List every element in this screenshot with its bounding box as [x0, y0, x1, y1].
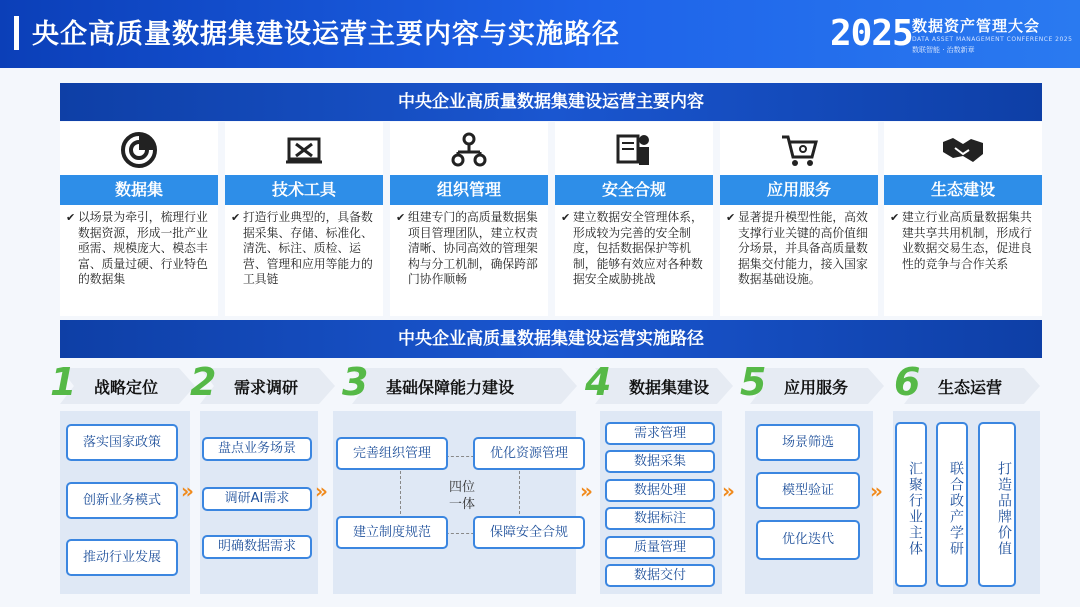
column-text: 建立数据安全管理体系，形成较为完善的安全制度，包括数据保护等机制，能够有效应对各种数据安全威胁挑战	[573, 210, 703, 287]
step-label: 需求调研	[234, 378, 299, 397]
ecosystem-item: 联合政产学研	[936, 422, 968, 587]
column-organization: 组织管理 ✔ 组建专门的高质量数据集项目管理团队，建立权责清晰、协同高效的管理架构与分工机制，确保跨部门协作顺畅	[390, 122, 548, 316]
arrow-icon: »	[722, 479, 735, 503]
arrow-icon: »	[580, 479, 593, 503]
column-text: 组建专门的高质量数据集项目管理团队，建立权责清晰、协同高效的管理架构与分工机制，确保跨部门协作顺畅	[408, 210, 538, 287]
step-label: 基础保障能力建设	[386, 378, 515, 397]
step-research	[190, 360, 335, 404]
ecosystem-item: 打造品牌价值	[978, 422, 1016, 587]
step-application	[740, 360, 884, 404]
logo-year: 2025	[830, 13, 913, 54]
step-label: 数据集建设	[629, 378, 710, 397]
dataset-item: 数据标注	[605, 507, 715, 530]
security-icon	[555, 130, 713, 170]
logo-tagline: 数联智能 · 治数新章	[912, 46, 975, 54]
dataset-item: 数据交付	[605, 564, 715, 587]
step-ecosystem	[894, 360, 1040, 404]
column-text: 打造行业典型的，具备数据采集、存储、标准化、清洗、标注、质检、运营、管理和应用等能力的工具链	[243, 210, 373, 287]
title-accent	[14, 16, 19, 50]
strategy-item: 推动行业发展	[66, 539, 178, 576]
column-title: 数据集	[60, 175, 218, 205]
column-title: 技术工具	[225, 175, 383, 205]
dataset-item: 质量管理	[605, 536, 715, 559]
application-item: 模型验证	[756, 472, 860, 509]
foundation-item: 优化资源管理	[473, 437, 585, 470]
foundation-item: 完善组织管理	[336, 437, 448, 470]
org-icon	[390, 130, 548, 170]
dataset-item: 数据采集	[605, 450, 715, 473]
step-strategy	[50, 360, 195, 404]
step-dataset-build	[585, 360, 733, 404]
column-title: 组织管理	[390, 175, 548, 205]
strategy-item: 创新业务模式	[66, 482, 178, 519]
strategy-item: 落实国家政策	[66, 424, 178, 461]
handshake-icon	[884, 130, 1042, 170]
content-banner: 中央企业高质量数据集建设运营主要内容	[60, 83, 1042, 121]
column-text: 建立行业高质量数据集共建共享共用机制，形成行业数据交易生态，促进良性的竞争与合作关系	[902, 210, 1032, 271]
step-number: 5	[740, 360, 767, 404]
column-dataset: 数据集 ✔ 以场景为牵引，梳理行业数据资源，形成一批产业亟需、规模庞大、模态丰富、质量过硬、行业特色的数据集	[60, 122, 218, 316]
step-label: 应用服务	[784, 378, 849, 397]
column-title: 安全合规	[555, 175, 713, 205]
foundation-center-label: 四位 一体	[448, 480, 475, 512]
application-item: 场景筛选	[756, 424, 860, 461]
tools-icon	[225, 130, 383, 170]
ecosystem-item: 汇聚行业主体	[895, 422, 927, 587]
step-label: 战略定位	[94, 378, 159, 397]
logo-name: 数据资产管理大会	[912, 17, 1041, 35]
application-item: 优化迭代	[756, 520, 860, 560]
dataset-item: 需求管理	[605, 422, 715, 445]
step-foundation	[342, 360, 577, 404]
step-number: 3	[342, 360, 369, 404]
arrow-icon: »	[315, 479, 328, 503]
column-text: 显著提升模型性能，高效支撑行业关键的高价值细分场景，并具备高质量数据集交付能力，接入国家数据基础设施。	[738, 210, 868, 287]
foundation-item: 保障安全合规	[473, 516, 585, 549]
column-title: 生态建设	[884, 175, 1042, 205]
path-banner: 中央企业高质量数据集建设运营实施路径	[60, 320, 1042, 358]
cart-icon	[720, 130, 878, 170]
target-icon	[60, 130, 218, 170]
step-number: 2	[190, 360, 217, 404]
header-bar	[0, 0, 1080, 68]
column-ecosystem: 生态建设 ✔ 建立行业高质量数据集共建共享共用机制，形成行业数据交易生态，促进良性的竞争与合作关系	[884, 122, 1042, 316]
column-title: 应用服务	[720, 175, 878, 205]
step-number: 4	[585, 360, 612, 404]
logo-subtitle: DATA ASSET MANAGEMENT CONFERENCE 2025	[912, 36, 1073, 43]
page-title: 央企高质量数据集建设运营主要内容与实施路径	[32, 19, 620, 50]
column-application: 应用服务 ✔ 显著提升模型性能，高效支撑行业关键的高价值细分场景，并具备高质量数据集交付能力，接入国家数据基础设施。	[720, 122, 878, 316]
column-security: 安全合规 ✔ 建立数据安全管理体系，形成较为完善的安全制度，包括数据保护等机制，能够有效应对各种数据安全威胁挑战	[555, 122, 713, 316]
step-number: 6	[894, 360, 921, 404]
dataset-item: 数据处理	[605, 479, 715, 502]
arrow-icon: »	[181, 479, 194, 503]
research-item: 调研AI需求	[202, 487, 312, 511]
step-label: 生态运营	[938, 378, 1003, 397]
column-tech-tools: 技术工具 ✔ 打造行业典型的，具备数据采集、存储、标准化、清洗、标注、质检、运营、管理和应用等能力的工具链	[225, 122, 383, 316]
arrow-icon: »	[870, 479, 883, 503]
foundation-item: 建立制度规范	[336, 516, 448, 549]
step-number: 1	[50, 360, 77, 404]
research-item: 盘点业务场景	[202, 437, 312, 461]
research-item: 明确数据需求	[202, 535, 312, 559]
column-text: 以场景为牵引，梳理行业数据资源，形成一批产业亟需、规模庞大、模态丰富、质量过硬、行业特色的数据集	[78, 210, 208, 287]
